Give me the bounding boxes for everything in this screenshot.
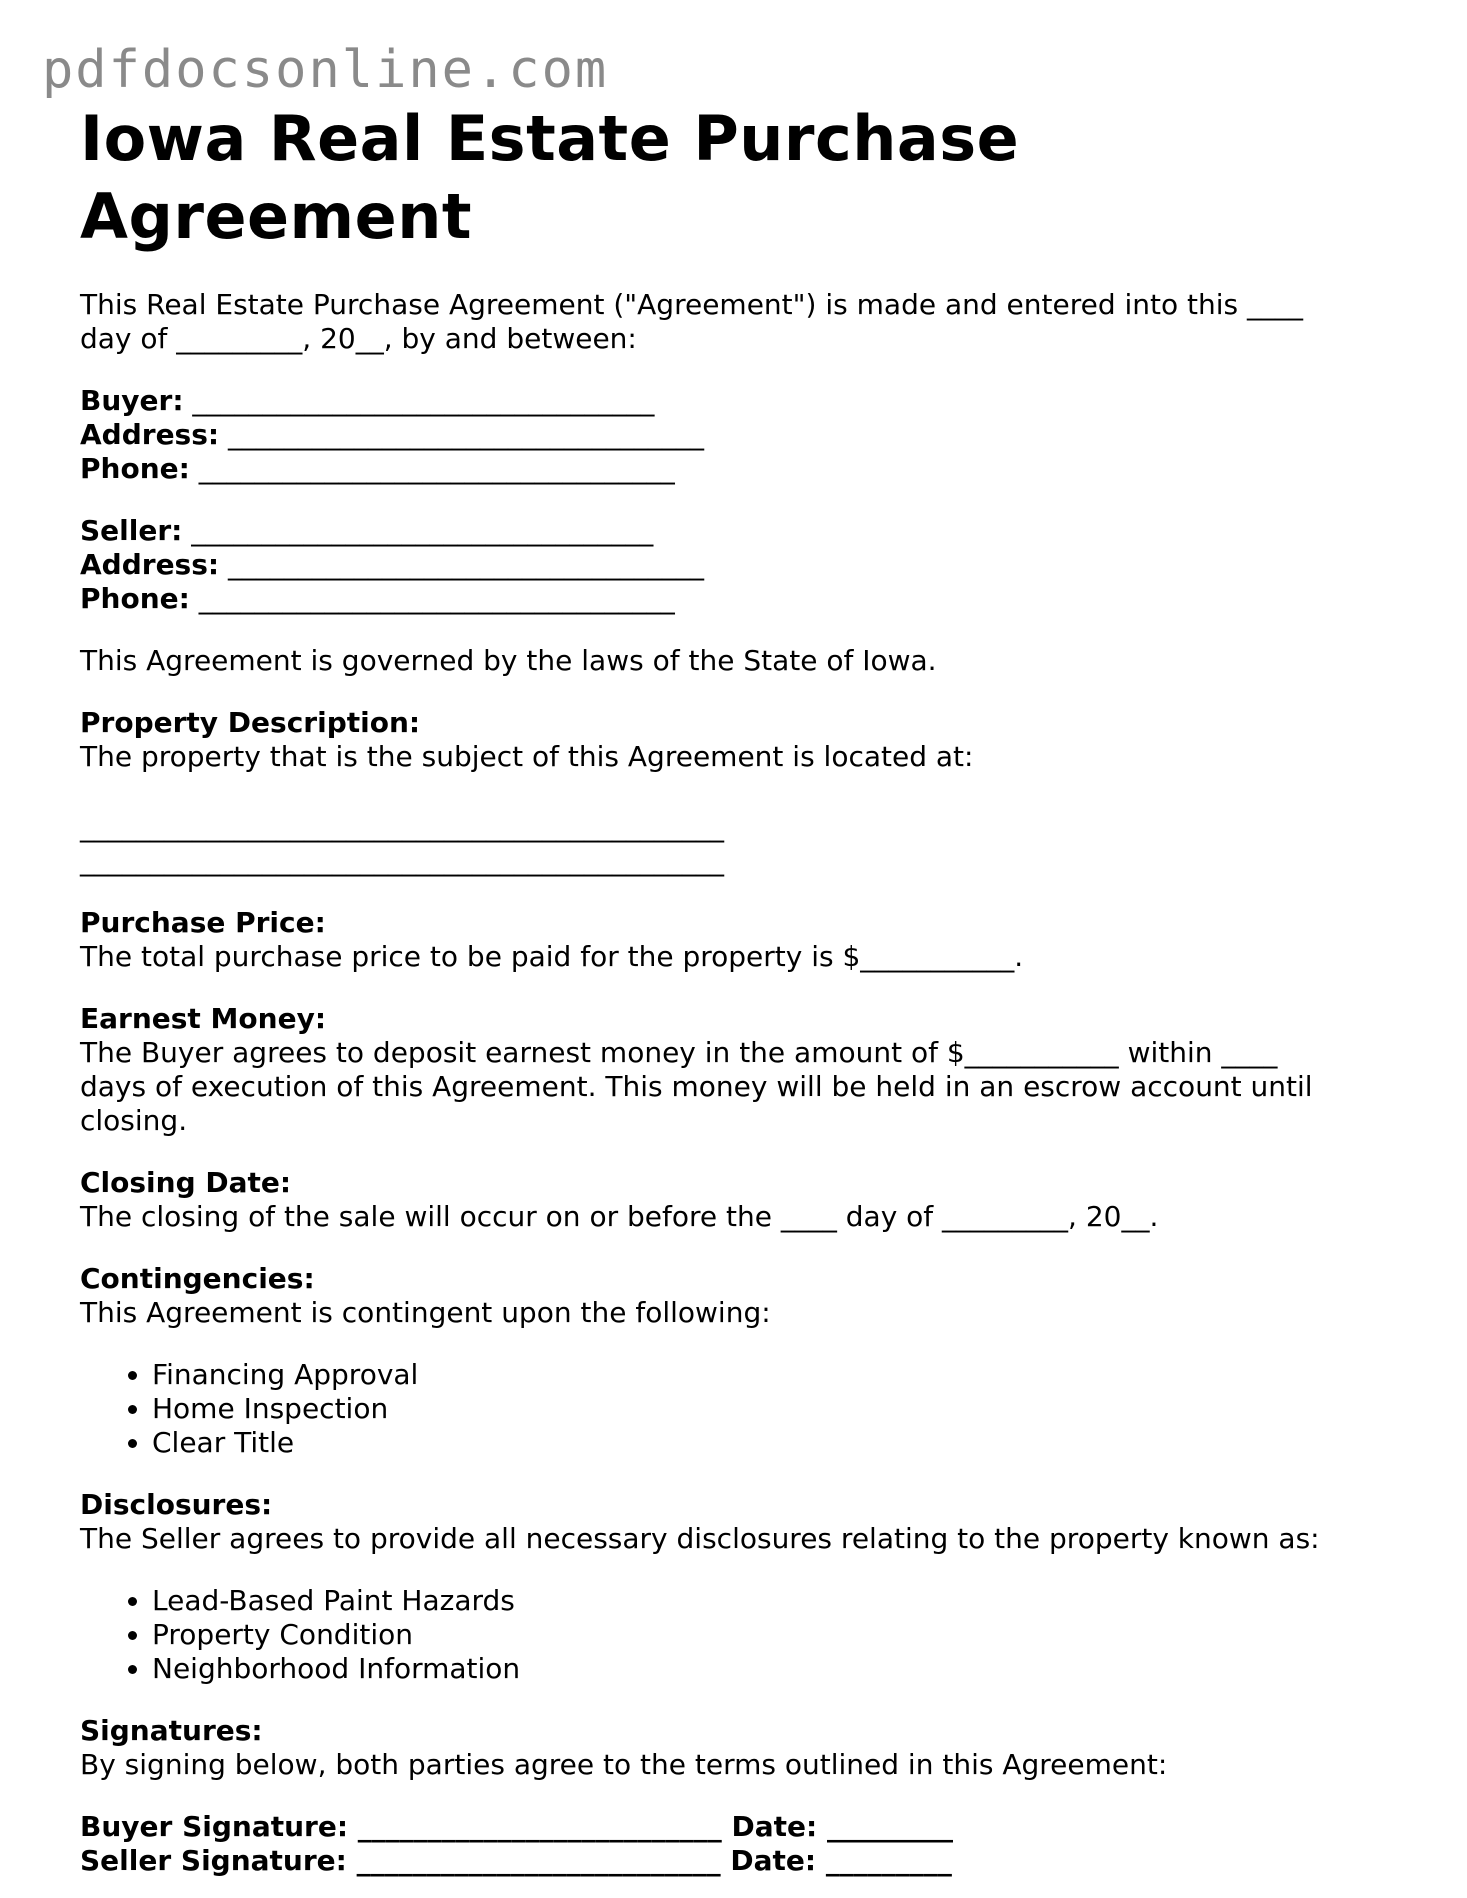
- seller-block: [80, 514, 1380, 616]
- buyer-signature-field[interactable]: __________________________: [348, 1810, 722, 1843]
- seller-name-label: Seller:: [80, 514, 183, 547]
- buyer-date-field[interactable]: _________: [817, 1810, 953, 1843]
- property-blank-1[interactable]: ______________________________________________: [80, 810, 724, 843]
- list-item: • Clear Title: [152, 1426, 1380, 1460]
- earnest-money-line-3: closing.: [80, 1104, 188, 1137]
- buyer-phone-label: Phone:: [80, 452, 190, 485]
- buyer-phone-field[interactable]: __________________________________: [189, 452, 675, 485]
- list-item: • Property Condition: [152, 1618, 1380, 1652]
- purchase-price-text: The total purchase price to be paid for the property is $___________.: [80, 940, 1024, 973]
- contingencies-list: [80, 1358, 1380, 1460]
- earnest-money-heading: Earnest Money:: [80, 1002, 327, 1035]
- disclosures-list: [80, 1584, 1380, 1686]
- disclosures-section: [80, 1488, 1380, 1686]
- contingencies-heading: Contingencies:: [80, 1262, 315, 1295]
- signatures-heading: Signatures:: [80, 1714, 263, 1747]
- list-item: • Home Inspection: [152, 1392, 1380, 1426]
- property-blank-2[interactable]: ______________________________________________: [80, 844, 724, 877]
- buyer-address-field[interactable]: __________________________________: [219, 418, 704, 451]
- buyer-block: [80, 384, 1380, 486]
- earnest-money-section: [80, 1002, 1380, 1138]
- watermark: pdfdocsonline.com: [42, 40, 609, 100]
- buyer-name-label: Buyer:: [80, 384, 184, 417]
- buyer-date-label: Date:: [731, 1810, 818, 1843]
- seller-name-field[interactable]: _________________________________: [182, 514, 654, 547]
- seller-signature-label: Seller Signature:: [80, 1844, 347, 1877]
- disclosures-text: The Seller agrees to provide all necessary disclosures relating to the property known as:: [80, 1522, 1320, 1555]
- closing-date-section: [80, 1166, 1380, 1234]
- buyer-name-field[interactable]: _________________________________: [183, 384, 655, 417]
- document-title: Iowa Real Estate Purchase Agreement: [80, 102, 1020, 253]
- list-item: • Neighborhood Information: [152, 1652, 1380, 1686]
- intro-line-2: day of _________, 20__, by and between:: [80, 322, 637, 355]
- seller-signature-field[interactable]: __________________________: [346, 1844, 721, 1877]
- seller-address-label: Address:: [80, 548, 220, 581]
- purchase-price-heading: Purchase Price:: [80, 906, 326, 939]
- governing-law-text: This Agreement is governed by the laws of the State of Iowa.: [80, 644, 937, 677]
- buyer-signature-label: Buyer Signature:: [80, 1810, 349, 1843]
- signatures-text: By signing below, both parties agree to the terms outlined in this Agreement:: [80, 1748, 1168, 1781]
- contingencies-section: [80, 1262, 1380, 1460]
- buyer-address-label: Address:: [80, 418, 220, 451]
- buyer-signature-row: [80, 1810, 1380, 1844]
- purchase-price-section: [80, 906, 1380, 974]
- seller-address-field[interactable]: __________________________________: [219, 548, 704, 581]
- intro-paragraph: [80, 288, 1380, 356]
- intro-line-1: This Real Estate Purchase Agreement ("Agreement") is made and entered into this ____: [80, 288, 1304, 321]
- list-item: • Financing Approval: [152, 1358, 1380, 1392]
- closing-date-text: The closing of the sale will occur on or before the ____ day of _________, 20__.: [80, 1200, 1159, 1233]
- seller-phone-label: Phone:: [80, 582, 190, 615]
- document-page: [80, 100, 1380, 1878]
- earnest-money-line-1: The Buyer agrees to deposit earnest money in the amount of $___________ within ____: [80, 1036, 1278, 1069]
- seller-phone-field[interactable]: __________________________________: [189, 582, 675, 615]
- property-text: The property that is the subject of this Agreement is located at:: [80, 740, 974, 773]
- earnest-money-line-2: days of execution of this Agreement. This money will be held in an escrow account until: [80, 1070, 1313, 1103]
- seller-signature-row: [80, 1844, 1380, 1878]
- list-item: • Lead-Based Paint Hazards: [152, 1584, 1380, 1618]
- closing-date-heading: Closing Date:: [80, 1166, 292, 1199]
- property-section: [80, 706, 1380, 878]
- seller-date-label: Date:: [730, 1844, 817, 1877]
- seller-date-field[interactable]: _________: [816, 1844, 952, 1877]
- disclosures-heading: Disclosures:: [80, 1488, 273, 1521]
- property-heading: Property Description:: [80, 706, 421, 739]
- contingencies-text: This Agreement is contingent upon the following:: [80, 1296, 771, 1329]
- signatures-section: [80, 1714, 1380, 1878]
